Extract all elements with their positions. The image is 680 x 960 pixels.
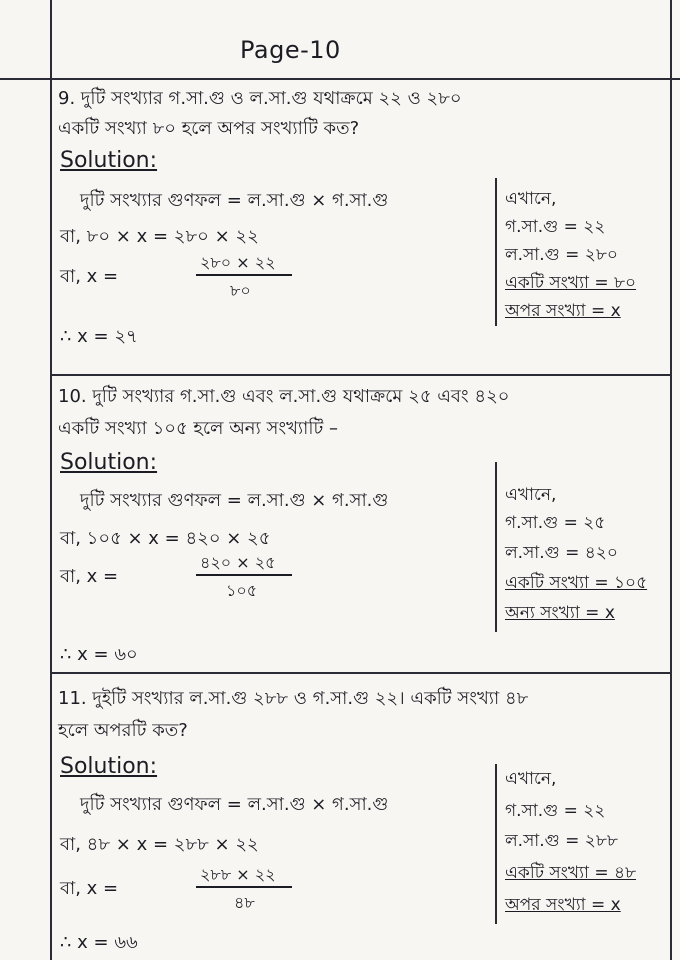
step-4: ∴ x = ৬০ — [60, 644, 138, 665]
fraction-numerator: ২৮০ × ২২ — [200, 253, 276, 272]
question-line-1: 10. দুটি সংখ্যার গ.সা.গু এবং ল.সা.গু যথাক্রমে ২৫ এবং ৪২০ — [58, 386, 510, 407]
given-divider — [495, 178, 497, 326]
given-gcd: গ.সা.গু = ২২ — [505, 217, 606, 237]
given-heading: এখানে, — [505, 769, 557, 789]
given-gcd: গ.সা.গু = ২২ — [505, 801, 606, 821]
top-margin-line — [0, 78, 680, 80]
given-other-number: অপর সংখ্যা = x — [505, 301, 621, 321]
step-1: দুটি সংখ্যার গুণফল = ল.সা.গু × গ.সা.গু — [80, 490, 389, 511]
given-one-number: একটি সংখ্যা = ১০৫ — [505, 573, 648, 593]
step-3: বা, x = — [60, 878, 119, 899]
given-one-number: একটি সংখ্যা = ৪৮ — [505, 863, 637, 883]
section-divider-2 — [50, 672, 670, 674]
right-margin-line — [670, 0, 672, 960]
given-other-number: অন্য সংখ্যা = x — [505, 603, 615, 623]
fraction-denominator: ১০৫ — [226, 581, 258, 600]
given-gcd: গ.সা.গু = ২৫ — [505, 513, 606, 533]
problem-10 — [50, 378, 670, 678]
question-line-2: হলে অপরটি কত? — [58, 720, 188, 741]
solution-label: Solution: — [60, 754, 158, 779]
given-other-number: অপর সংখ্যা = x — [505, 895, 621, 915]
given-lcm: ল.সা.গু = ৪২০ — [505, 543, 618, 563]
step-3: বা, x = — [60, 566, 119, 587]
question-line-1: 9. দুটি সংখ্যার গ.সা.গু ও ল.সা.গু যথাক্রমে ২২ ও ২৮০ — [58, 88, 462, 109]
step-2: বা, ১০৫ × x = ৪২০ × ২৫ — [60, 528, 271, 549]
solution-label: Solution: — [60, 148, 158, 173]
given-lcm: ল.সা.গু = ২৮০ — [505, 245, 618, 265]
step-4: ∴ x = ২৭ — [60, 326, 138, 347]
given-divider — [495, 764, 497, 924]
fraction-bar — [196, 574, 292, 576]
fraction-bar — [196, 274, 292, 276]
given-one-number: একটি সংখ্যা = ৮০ — [505, 273, 637, 293]
section-divider-1 — [50, 374, 670, 376]
question-line-1: 11. দুইটি সংখ্যার ল.সা.গু ২৮৮ ও গ.সা.গু ২২। একটি সংখ্যা ৪৮ — [58, 688, 529, 709]
given-divider — [495, 462, 497, 632]
fraction-denominator: ৮০ — [230, 281, 251, 300]
given-heading: এখানে, — [505, 189, 557, 209]
page-title: Page-10 — [240, 36, 341, 64]
fraction-denominator: ৪৮ — [234, 893, 255, 912]
solution-label: Solution: — [60, 450, 158, 475]
step-1: দুটি সংখ্যার গুণফল = ল.সা.গু × গ.সা.গু — [80, 190, 389, 211]
fraction-numerator: ২৮৮ × ২২ — [200, 865, 276, 884]
question-line-2: একটি সংখ্যা ৮০ হলে অপর সংখ্যাটি কত? — [58, 118, 360, 139]
step-3: বা, x = — [60, 266, 119, 287]
given-heading: এখানে, — [505, 485, 557, 505]
problem-9 — [50, 82, 670, 372]
step-2: বা, ৪৮ × x = ২৮৮ × ২২ — [60, 834, 259, 855]
given-lcm: ল.সা.গু = ২৮৮ — [505, 831, 618, 851]
problem-11 — [50, 676, 670, 960]
step-1: দুটি সংখ্যার গুণফল = ল.সা.গু × গ.সা.গু — [80, 794, 389, 815]
fraction-bar — [196, 886, 292, 888]
question-line-2: একটি সংখ্যা ১০৫ হলে অন্য সংখ্যাটি – — [58, 418, 339, 439]
fraction-numerator: ৪২০ × ২৫ — [200, 553, 276, 572]
step-4: ∴ x = ৬৬ — [60, 932, 138, 953]
step-2: বা, ৮০ × x = ২৮০ × ২২ — [60, 226, 259, 247]
